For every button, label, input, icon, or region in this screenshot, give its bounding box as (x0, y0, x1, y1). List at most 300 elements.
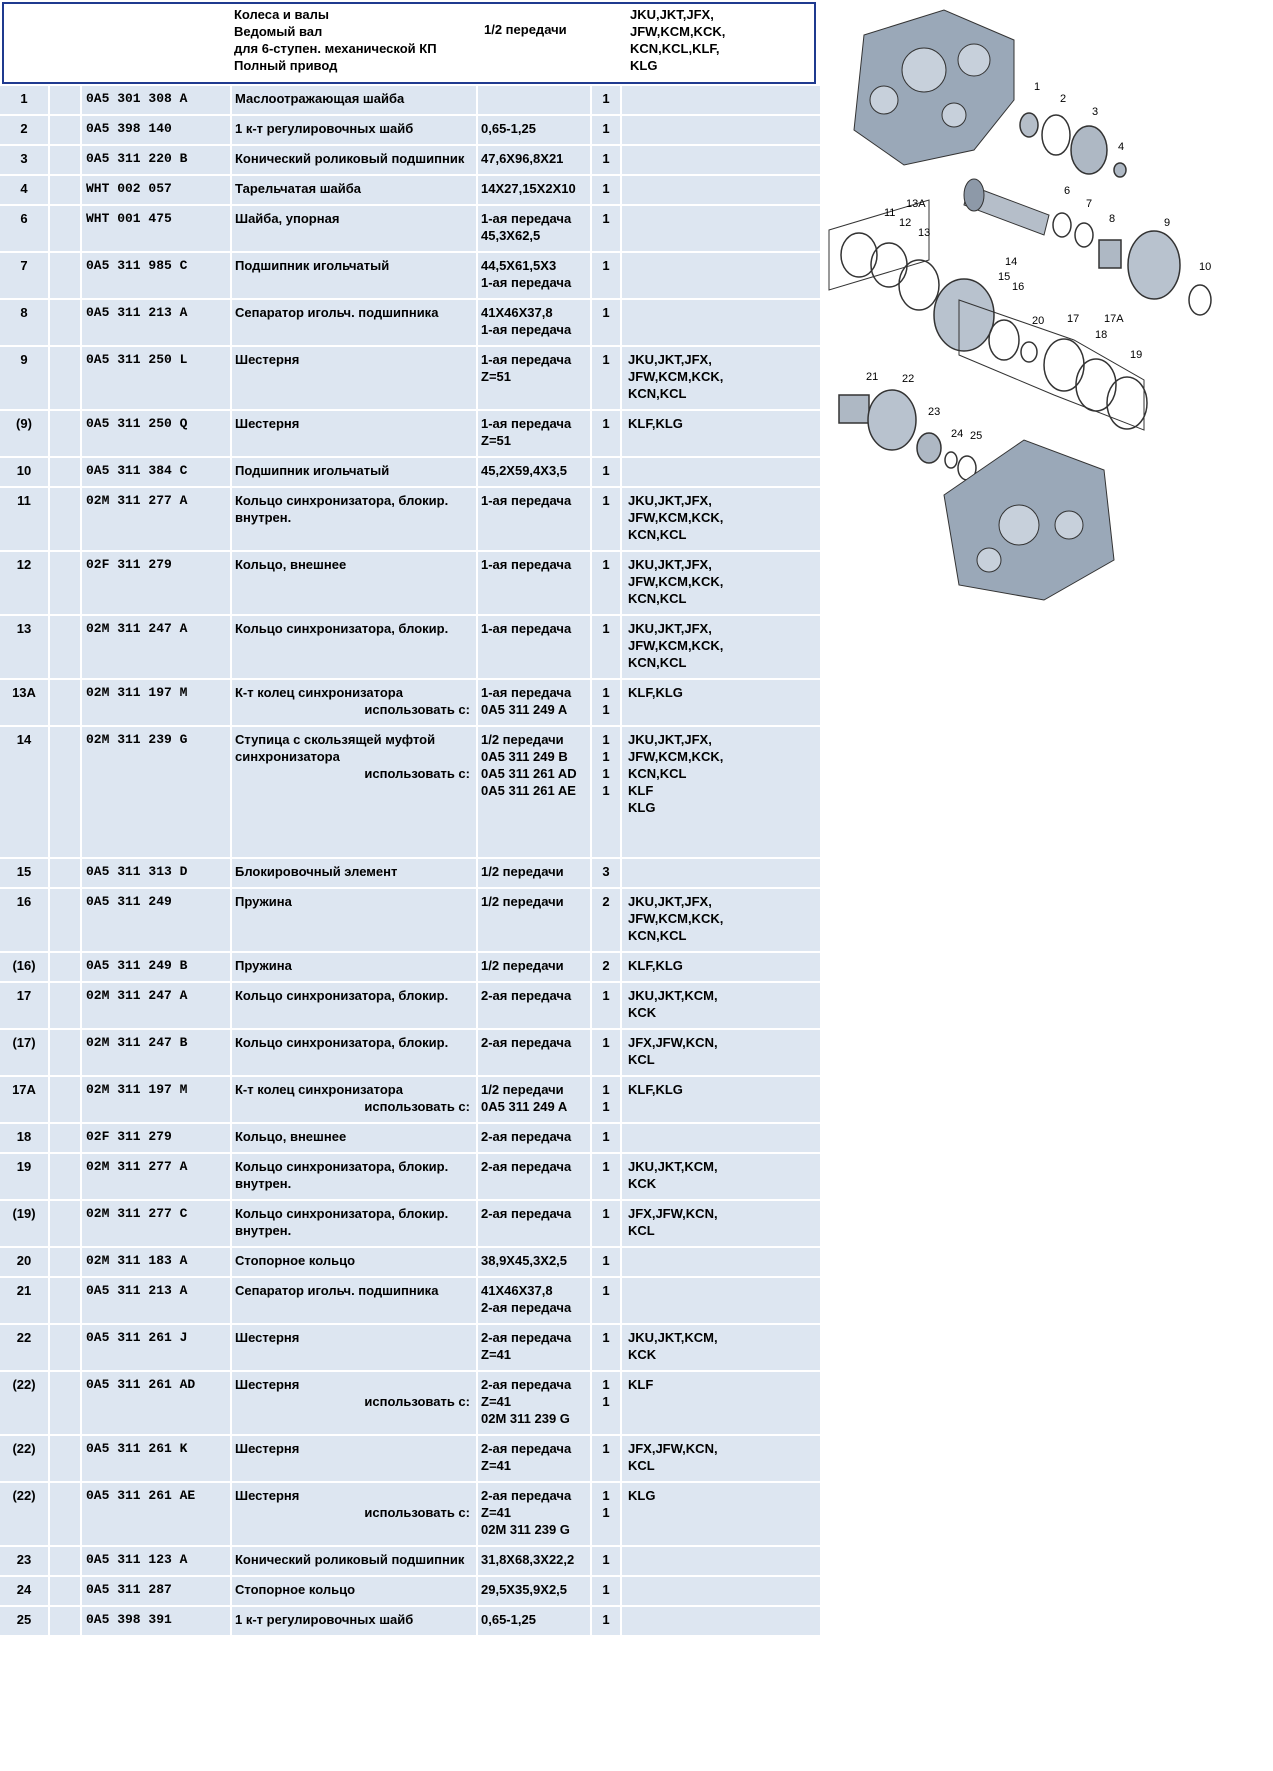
cell-line: KCK (628, 1347, 657, 1362)
cell-line: JFW,KCM,KCK, (628, 638, 724, 653)
cell-line: 1 (602, 1552, 610, 1567)
cell-line: 1 (602, 621, 610, 636)
specification (478, 1436, 592, 1481)
table-row (0, 206, 820, 253)
cell-line: JFW,KCM,KCK, (628, 369, 724, 384)
cell-line: Пружина (235, 894, 292, 909)
cell-line: Шестерня (235, 1441, 300, 1456)
part-number: 0A5 311 250 Q (82, 411, 232, 456)
cell-line: KCN,KCL (628, 591, 687, 606)
blank-column (50, 1547, 82, 1575)
blank-column (50, 116, 82, 144)
table-row (0, 1278, 820, 1325)
callout-16: 16 (1012, 281, 1025, 293)
callout-23: 23 (928, 406, 941, 418)
blank-column (50, 411, 82, 456)
table-row (0, 176, 820, 206)
specification (478, 116, 592, 144)
blank-column (50, 1278, 82, 1323)
part-number: 0A5 311 261 AD (82, 1372, 232, 1434)
engine-codes (622, 1278, 820, 1323)
position-number: 21 (0, 1278, 50, 1323)
part-number: 0A5 398 391 (82, 1607, 232, 1635)
blank-column (50, 253, 82, 298)
blank-column (50, 1607, 82, 1635)
engine-codes (622, 1483, 820, 1545)
callout-7: 7 (1086, 198, 1093, 210)
part-name (232, 206, 478, 251)
cell-line: 0A5 311 261 AE (481, 783, 576, 798)
quantity (592, 176, 622, 204)
part-name (232, 1436, 478, 1481)
position-number: 19 (0, 1154, 50, 1199)
part-number: 02M 311 247 B (82, 1030, 232, 1075)
cell-line: Сепаратор игольч. подшипника (235, 305, 439, 320)
blank-column (50, 1325, 82, 1370)
cell-line: Кольцо синхронизатора, блокир. (235, 1035, 449, 1050)
cell-line: 1 (602, 1129, 610, 1144)
callout-11: 11 (884, 207, 896, 219)
cell-line: Подшипник игольчатый (235, 463, 390, 478)
cell-line: KCL (628, 1052, 655, 1067)
cell-line: Кольцо синхронизатора, блокир. (235, 493, 449, 508)
part-number: 02M 311 277 C (82, 1201, 232, 1246)
cell-line: 0,65-1,25 (481, 121, 536, 136)
cell-line: Блокировочный элемент (235, 864, 398, 879)
part-name (232, 680, 478, 725)
quantity (592, 300, 622, 345)
engine-codes (622, 859, 820, 887)
cell-line: JKU,JKT,JFX, (628, 557, 712, 572)
callout-10: 10 (1199, 261, 1212, 273)
position-number: 3 (0, 146, 50, 174)
part-name (232, 1577, 478, 1605)
cell-line: 1 (602, 1377, 610, 1392)
cell-line: 41X46X37,8 (481, 1283, 553, 1298)
specification (478, 411, 592, 456)
shaft-drawing (964, 179, 1049, 235)
cell-line: 1 (602, 1612, 610, 1627)
blank-column (50, 680, 82, 725)
table-row (0, 859, 820, 889)
part-name (232, 953, 478, 981)
table-row (0, 300, 820, 347)
cell-line: KLF,KLG (628, 1082, 683, 1097)
part-number: 02F 311 279 (82, 552, 232, 614)
position-number: 24 (0, 1577, 50, 1605)
part-number: WHT 001 475 (82, 206, 232, 251)
position-number: (16) (0, 953, 50, 981)
cell-line: Шайба, упорная (235, 211, 340, 226)
cell-line: JKU,JKT,JFX, (628, 894, 712, 909)
part-name (232, 1483, 478, 1545)
cell-line: JKU,JKT,JFX, (628, 621, 712, 636)
blank-column (50, 347, 82, 409)
specification (478, 889, 592, 951)
cell-line: JFW,KCM,KCK, (628, 574, 724, 589)
table-row (0, 552, 820, 616)
quantity (592, 116, 622, 144)
table-row (0, 411, 820, 458)
cell-line: Стопорное кольцо (235, 1253, 356, 1268)
part-number: 0A5 311 249 (82, 889, 232, 951)
part-name (232, 859, 478, 887)
part-name (232, 300, 478, 345)
cell-line: 1 (602, 91, 610, 106)
cell-line: 1 (602, 211, 610, 226)
cell-line: 1 (602, 258, 610, 273)
cell-line: 3 (602, 864, 610, 879)
part-number: 0A5 311 220 B (82, 146, 232, 174)
cell-line: 1 (602, 1505, 610, 1520)
cell-line: KLF,KLG (628, 685, 683, 700)
header-code-line: JFW,KCM,KCK, (630, 24, 726, 39)
engine-codes (622, 1077, 820, 1122)
part-number: 02M 311 277 A (82, 488, 232, 550)
part-number: 0A5 311 123 A (82, 1547, 232, 1575)
blank-column (50, 1577, 82, 1605)
quantity (592, 1278, 622, 1323)
cell-line: KCN,KCL (628, 655, 687, 670)
cell-line: Конический роликовый подшипник (235, 1552, 465, 1567)
cell-line: Z=41 (481, 1505, 511, 1520)
table-row (0, 680, 820, 727)
cell-line: 1 (602, 1253, 610, 1268)
cell-line: JKU,JKT,KCM, (628, 1159, 718, 1174)
engine-codes (622, 889, 820, 951)
cell-line: 1 (602, 783, 610, 798)
engine-codes (622, 1030, 820, 1075)
quantity (592, 488, 622, 550)
cell-line: К-т колец синхронизатора (235, 685, 403, 700)
engine-codes (622, 552, 820, 614)
quantity (592, 983, 622, 1028)
part-name (232, 552, 478, 614)
cell-line: Пружина (235, 958, 292, 973)
specification (478, 1547, 592, 1575)
cell-line: 45,3X62,5 (481, 228, 541, 243)
cell-line: 2-ая передача (481, 988, 572, 1003)
callout-17A: 17A (1104, 313, 1124, 325)
cell-line: JFW,KCM,KCK, (628, 510, 724, 525)
cell-line: К-т колец синхронизатора (235, 1082, 403, 1097)
cell-line: 2-ая передача (481, 1377, 572, 1392)
header-title-line: Колеса и валы (234, 7, 329, 22)
table-row (0, 727, 820, 859)
quantity (592, 1577, 622, 1605)
engine-codes (622, 458, 820, 486)
position-number: 13 (0, 616, 50, 678)
cell-line: 38,9X45,3X2,5 (481, 1253, 568, 1268)
position-number: 10 (0, 458, 50, 486)
blank-column (50, 176, 82, 204)
quantity (592, 680, 622, 725)
blank-column (50, 953, 82, 981)
part-number: 02M 311 197 M (82, 1077, 232, 1122)
blank-column (50, 983, 82, 1028)
cell-line: 1 (602, 988, 610, 1003)
part-number: 02M 311 277 A (82, 1154, 232, 1199)
quantity (592, 1030, 622, 1075)
cell-line: 44,5X61,5X3 (481, 258, 557, 273)
callout-17: 17 (1067, 313, 1080, 325)
cell-line: 1/2 передачи (481, 958, 564, 973)
blank-column (50, 1483, 82, 1545)
engine-codes (622, 1124, 820, 1152)
cell-line: 1 (602, 181, 610, 196)
engine-codes (622, 1577, 820, 1605)
callout-9: 9 (1164, 217, 1171, 229)
table-row (0, 1577, 820, 1607)
cell-line: JFW,KCM,KCK, (628, 749, 724, 764)
cell-line: 1 (602, 1159, 610, 1174)
cell-line: внутрен. (235, 510, 292, 525)
cell-line: KCN,KCL (628, 386, 687, 401)
quantity (592, 1124, 622, 1152)
cell-line: JKU,JKT,JFX, (628, 732, 712, 747)
blank-column (50, 1372, 82, 1434)
part-number: 0A5 311 249 B (82, 953, 232, 981)
part-name (232, 411, 478, 456)
table-row (0, 1030, 820, 1077)
part-name (232, 347, 478, 409)
callout-13A: 13A (906, 198, 926, 210)
cell-line: использовать с: (364, 1394, 470, 1409)
callout-12: 12 (899, 217, 912, 229)
table-row (0, 86, 820, 116)
cell-line: 1 (602, 151, 610, 166)
quantity (592, 1201, 622, 1246)
table-row (0, 1436, 820, 1483)
header-engine-codes (630, 6, 750, 74)
part-name (232, 1201, 478, 1246)
lower-housing-drawing (944, 440, 1114, 600)
part-number: 02F 311 279 (82, 1124, 232, 1152)
engine-codes (622, 176, 820, 204)
cell-line: 1 к-т регулировочных шайб (235, 1612, 414, 1627)
position-number: 13A (0, 680, 50, 725)
part-number: 0A5 311 313 D (82, 859, 232, 887)
part-number: 0A5 311 384 C (82, 458, 232, 486)
engine-codes (622, 86, 820, 114)
blank-column (50, 1124, 82, 1152)
cell-line: 0A5 311 249 B (481, 749, 568, 764)
cell-line: 1 (602, 702, 610, 717)
position-number: 17 (0, 983, 50, 1028)
specification (478, 859, 592, 887)
part-name (232, 1372, 478, 1434)
cell-line: JFX,JFW,KCN, (628, 1035, 718, 1050)
cell-line: KCL (628, 1223, 655, 1238)
table-row (0, 983, 820, 1030)
header-title (234, 6, 437, 74)
part-number: WHT 002 057 (82, 176, 232, 204)
cell-line: 02M 311 239 G (481, 1411, 570, 1426)
position-number: (9) (0, 411, 50, 456)
specification (478, 1248, 592, 1276)
position-number: 15 (0, 859, 50, 887)
cell-line: 2 (602, 958, 610, 973)
quantity (592, 411, 622, 456)
cell-line: Кольцо синхронизатора, блокир. (235, 1159, 449, 1174)
cell-line: Z=41 (481, 1394, 511, 1409)
cell-line: 1-ая передача (481, 685, 572, 700)
cell-line: KCN,KCL (628, 766, 687, 781)
header-code-line: KCN,KCL,KLF, (630, 41, 720, 56)
table-row (0, 1483, 820, 1547)
specification (478, 347, 592, 409)
part-name (232, 1248, 478, 1276)
engine-codes (622, 488, 820, 550)
cell-line: Кольцо синхронизатора, блокир. (235, 621, 449, 636)
callout-1: 1 (1034, 81, 1041, 93)
cell-line: Шестерня (235, 352, 300, 367)
part-number: 0A5 301 308 A (82, 86, 232, 114)
specification (478, 86, 592, 114)
cell-line: 1 (602, 1082, 610, 1097)
part-name (232, 1154, 478, 1199)
engine-codes (622, 680, 820, 725)
part-name (232, 1325, 478, 1370)
cell-line: Подшипник игольчатый (235, 258, 390, 273)
cell-line: 2-ая передача (481, 1330, 572, 1345)
part-name (232, 1547, 478, 1575)
specification (478, 253, 592, 298)
part-name (232, 889, 478, 951)
cell-line: 1-ая передача (481, 211, 572, 226)
engine-codes (622, 1372, 820, 1434)
table-row (0, 1154, 820, 1201)
blank-column (50, 206, 82, 251)
quantity (592, 552, 622, 614)
specification (478, 146, 592, 174)
table-row (0, 347, 820, 411)
cell-line: Z=51 (481, 433, 511, 448)
table-row (0, 1201, 820, 1248)
part-number: 0A5 311 213 A (82, 300, 232, 345)
cell-line: Шестерня (235, 1330, 300, 1345)
callout-15: 15 (998, 271, 1011, 283)
quantity (592, 1483, 622, 1545)
cell-line: 1/2 передачи (481, 732, 564, 747)
engine-codes (622, 146, 820, 174)
callout-25: 25 (970, 430, 983, 442)
quantity (592, 1154, 622, 1199)
header-title-line: для 6-ступен. механической КП (234, 41, 437, 56)
cell-line: 1 (602, 685, 610, 700)
cell-line: Z=41 (481, 1458, 511, 1473)
cell-line: Маслоотражающая шайба (235, 91, 405, 106)
cell-line: 1-ая передача (481, 557, 572, 572)
blank-column (50, 1154, 82, 1199)
specification (478, 1077, 592, 1122)
engine-codes (622, 983, 820, 1028)
cell-line: 1 (602, 1330, 610, 1345)
cell-line: 2-ая передача (481, 1129, 572, 1144)
specification (478, 206, 592, 251)
header-title-line: Полный привод (234, 58, 338, 73)
cell-line: KLF (628, 783, 654, 798)
cell-line: KLG (628, 800, 656, 815)
quantity (592, 1547, 622, 1575)
engine-codes (622, 1436, 820, 1481)
part-name (232, 1077, 478, 1122)
table-row (0, 1607, 820, 1637)
cell-line: внутрен. (235, 1223, 292, 1238)
header-title-line: Ведомый вал (234, 24, 323, 39)
position-number: 8 (0, 300, 50, 345)
exploded-view-diagram (824, 0, 1273, 680)
part-number: 0A5 311 213 A (82, 1278, 232, 1323)
blank-column (50, 146, 82, 174)
callout-18: 18 (1095, 329, 1108, 341)
cell-line: 1-ая передача (481, 493, 572, 508)
cell-line: KCK (628, 1005, 657, 1020)
quantity (592, 727, 622, 857)
specification (478, 458, 592, 486)
table-row (0, 889, 820, 953)
cell-line: 0,65-1,25 (481, 1612, 536, 1627)
cell-line: KLG (628, 1488, 656, 1503)
engine-codes (622, 253, 820, 298)
blank-column (50, 1030, 82, 1075)
cell-line: 1-ая передача (481, 322, 572, 337)
callout-20: 20 (1032, 315, 1045, 327)
part-number: 02M 311 239 G (82, 727, 232, 857)
quantity (592, 1077, 622, 1122)
cell-line: использовать с: (364, 1505, 470, 1520)
cell-line: 1/2 передачи (481, 864, 564, 879)
position-number: (22) (0, 1372, 50, 1434)
position-number: (17) (0, 1030, 50, 1075)
engine-codes (622, 1325, 820, 1370)
cell-line: 1 (602, 1582, 610, 1597)
engine-codes (622, 1607, 820, 1635)
cell-line: KCN,KCL (628, 928, 687, 943)
cell-line: Шестерня (235, 1488, 300, 1503)
part-name (232, 1607, 478, 1635)
quantity (592, 1372, 622, 1434)
cell-line: JKU,JKT,JFX, (628, 493, 712, 508)
blank-column (50, 1077, 82, 1122)
cell-line: Z=51 (481, 369, 511, 384)
part-number: 02M 311 197 M (82, 680, 232, 725)
cell-line: внутрен. (235, 1176, 292, 1191)
cell-line: 1 (602, 305, 610, 320)
table-row (0, 1372, 820, 1436)
cell-line: 41X46X37,8 (481, 305, 553, 320)
cell-line: 1 (602, 1206, 610, 1221)
part-name (232, 1278, 478, 1323)
specification (478, 1124, 592, 1152)
blank-column (50, 1436, 82, 1481)
table-row (0, 953, 820, 983)
part-name (232, 86, 478, 114)
table-row (0, 488, 820, 552)
cell-line: Сепаратор игольч. подшипника (235, 1283, 439, 1298)
specification (478, 1372, 592, 1434)
cell-line: JKU,JKT,KCM, (628, 988, 718, 1003)
table-row (0, 116, 820, 146)
part-number: 0A5 398 140 (82, 116, 232, 144)
cell-line: 2-ая передача (481, 1035, 572, 1050)
header-gear: 1/2 передачи (484, 22, 567, 37)
cell-line: 0A5 311 261 AD (481, 766, 577, 781)
blank-column (50, 616, 82, 678)
engine-codes (622, 727, 820, 857)
header-code-line: KLG (630, 58, 658, 73)
blank-column (50, 488, 82, 550)
